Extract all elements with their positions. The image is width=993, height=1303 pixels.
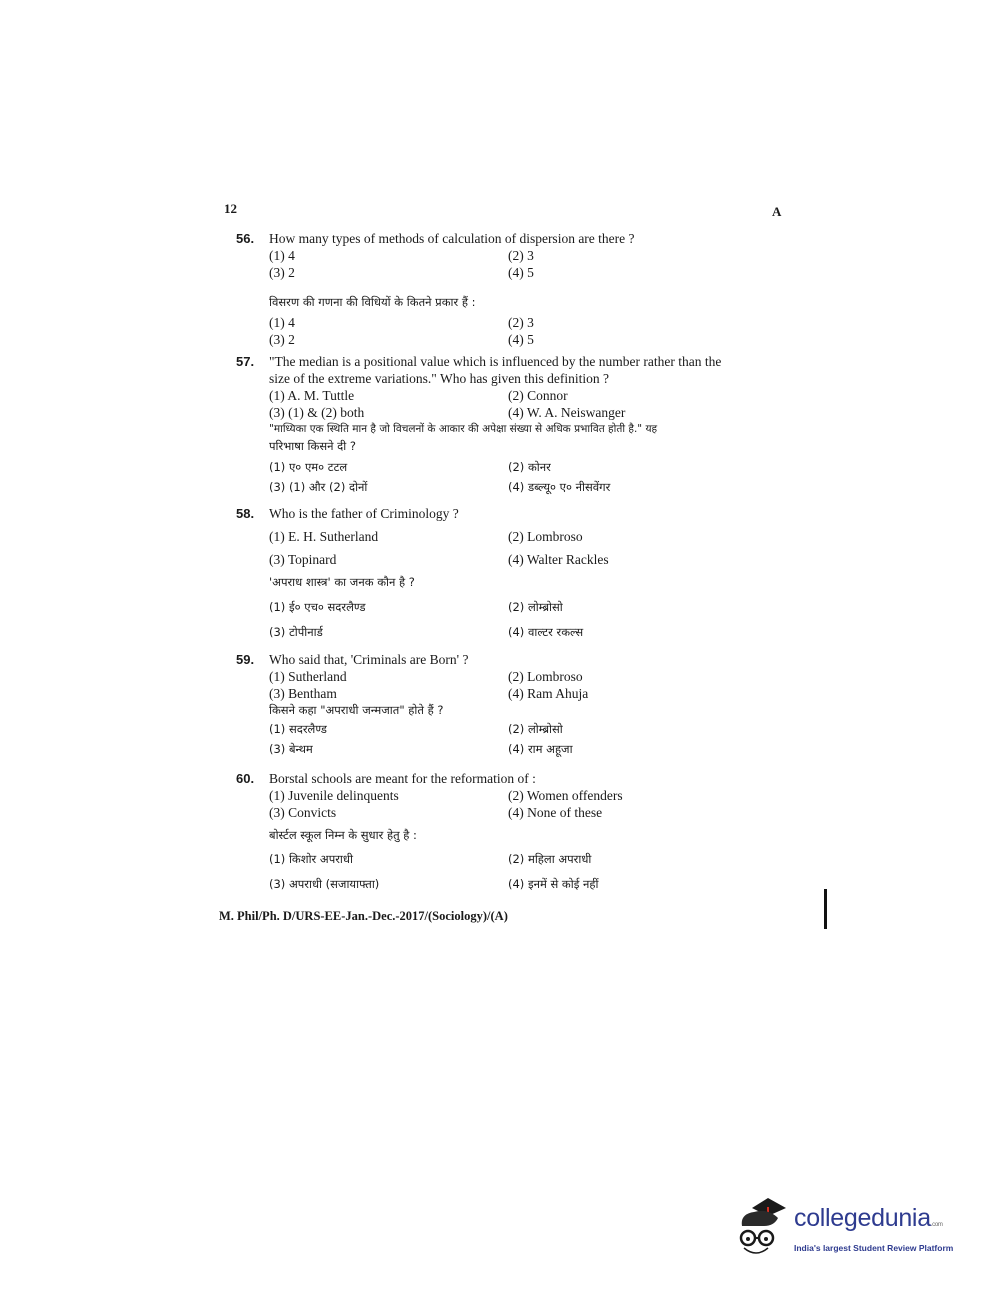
question-text-en-line1: "The median is a positional value which is influenced by the number rather than the bbox=[269, 354, 722, 369]
collegedunia-watermark bbox=[734, 1196, 964, 1266]
options-row bbox=[269, 551, 781, 574]
question-text-hi: 'अपराध शास्त्र' का जनक कौन है ? bbox=[269, 575, 415, 589]
options-row bbox=[269, 247, 781, 264]
options-row-hi bbox=[269, 314, 781, 331]
question-text-hi: विसरण की गणना की विधियों के कितने प्रकार हैं : bbox=[269, 295, 476, 309]
question-text-hi: बोर्स्टल स्कूल निम्न के सुधार हेतु है : bbox=[269, 828, 417, 842]
option-3: (3) (1) & (2) both bbox=[269, 405, 365, 420]
option-3-hi: (3) (1) और (2) दोनों bbox=[269, 480, 368, 494]
option-4-hi: (4) 5 bbox=[508, 332, 534, 347]
options-row-hi bbox=[269, 876, 781, 893]
options-row bbox=[269, 264, 781, 281]
option-1: (1) Juvenile delinquents bbox=[269, 788, 399, 803]
option-3-hi: (3) बेन्थम bbox=[269, 742, 313, 756]
question-number: 59. bbox=[236, 652, 255, 667]
option-2-hi: (2) लोम्ब्रोसो bbox=[508, 600, 563, 614]
question-number: 60. bbox=[236, 771, 255, 786]
question-text-hi-line1: "माध्यिका एक स्थिति मान है जो विचलनों के आकार की अपेक्षा संख्या से अधिक प्रभावित होती है." यह bbox=[269, 423, 658, 435]
option-1-hi: (1) सदरलैण्ड bbox=[269, 722, 327, 736]
option-3-hi: (3) 2 bbox=[269, 332, 295, 347]
option-2-hi: (2) 3 bbox=[508, 315, 534, 330]
brand-name: collegedunia.com bbox=[794, 1204, 943, 1232]
option-4-hi: (4) इनमें से कोई नहीं bbox=[508, 877, 599, 891]
option-1: (1) E. H. Sutherland bbox=[269, 529, 379, 544]
options-row bbox=[269, 685, 781, 702]
options-row bbox=[269, 787, 781, 804]
option-3-hi: (3) अपराधी (सजायाफ्ता) bbox=[269, 877, 380, 891]
question-58 bbox=[236, 505, 781, 641]
option-2: (2) 3 bbox=[508, 248, 534, 263]
option-3: (3) Topinard bbox=[269, 552, 337, 567]
options-row bbox=[269, 668, 781, 685]
options-row-hi bbox=[269, 624, 781, 641]
option-2-hi: (2) कोनर bbox=[508, 460, 551, 474]
question-text-hi: किसने कहा "अपराधी जन्मजात" होते हैं ? bbox=[269, 703, 444, 717]
option-4: (4) Walter Rackles bbox=[508, 552, 609, 567]
brand-tagline: India's largest Student Review Platform bbox=[794, 1243, 954, 1253]
option-2: (2) Lombroso bbox=[508, 529, 583, 544]
question-text-en: Who said that, 'Criminals are Born' ? bbox=[269, 652, 469, 667]
options-row-hi bbox=[269, 741, 781, 758]
options-row-hi bbox=[269, 459, 781, 479]
question-text-en: How many types of methods of calculation of dispersion are there ? bbox=[269, 231, 635, 246]
option-2: (2) Lombroso bbox=[508, 669, 583, 684]
option-1-hi: (1) ई० एच० सदरलैण्ड bbox=[269, 600, 366, 614]
options-row bbox=[269, 387, 781, 404]
options-row-hi bbox=[269, 331, 781, 348]
option-3: (3) Convicts bbox=[269, 805, 337, 820]
option-4: (4) Ram Ahuja bbox=[508, 686, 589, 701]
option-3: (3) Bentham bbox=[269, 686, 337, 701]
question-number: 58. bbox=[236, 506, 255, 521]
options-row bbox=[269, 804, 781, 821]
question-number: 57. bbox=[236, 354, 255, 369]
student-mascot-icon bbox=[734, 1196, 794, 1266]
option-1-hi: (1) किशोर अपराधी bbox=[269, 852, 353, 866]
option-2-hi: (2) लोम्ब्रोसो bbox=[508, 722, 563, 736]
option-4-hi: (4) राम अहूजा bbox=[508, 742, 573, 756]
option-2: (2) Connor bbox=[508, 388, 568, 403]
question-text-hi-line2: परिभाषा किसने दी ? bbox=[269, 439, 357, 453]
brand-domain-suffix: .com bbox=[930, 1222, 943, 1228]
question-56 bbox=[236, 230, 781, 348]
options-row-hi bbox=[269, 721, 781, 741]
paper-code-footer: M. Phil/Ph. D/URS-EE-Jan.-Dec.-2017/(Sociology)/(A) bbox=[219, 909, 508, 923]
option-4: (4) None of these bbox=[508, 805, 603, 820]
option-1: (1) 4 bbox=[269, 248, 295, 263]
option-4-hi: (4) डब्ल्यू० ए० नीसवेंगर bbox=[508, 480, 611, 494]
option-3-hi: (3) टोपीनार्ड bbox=[269, 625, 323, 639]
question-59 bbox=[236, 651, 781, 758]
options-row-hi bbox=[269, 599, 781, 624]
option-3: (3) 2 bbox=[269, 265, 295, 280]
option-2-hi: (2) महिला अपराधी bbox=[508, 852, 592, 866]
page-number: 12 bbox=[224, 201, 237, 216]
question-text-en-line2: size of the extreme variations." Who has given this definition ? bbox=[269, 371, 610, 386]
options-row-hi bbox=[269, 851, 781, 876]
question-60 bbox=[236, 770, 781, 893]
option-4-hi: (4) वाल्टर रकल्स bbox=[508, 625, 584, 639]
margin-mark bbox=[824, 889, 827, 929]
option-1: (1) Sutherland bbox=[269, 669, 347, 684]
series-code: A bbox=[772, 204, 782, 219]
option-1-hi: (1) ए० एम० टटल bbox=[269, 460, 348, 474]
options-row bbox=[269, 528, 781, 551]
options-row bbox=[269, 404, 781, 421]
option-1: (1) A. M. Tuttle bbox=[269, 388, 355, 403]
option-2: (2) Women offenders bbox=[508, 788, 623, 803]
question-text-en: Who is the father of Criminology ? bbox=[269, 506, 459, 521]
option-1-hi: (1) 4 bbox=[269, 315, 295, 330]
option-4: (4) W. A. Neiswanger bbox=[508, 405, 626, 420]
option-4: (4) 5 bbox=[508, 265, 534, 280]
options-row-hi bbox=[269, 479, 781, 496]
question-number: 56. bbox=[236, 231, 255, 246]
question-text-en: Borstal schools are meant for the reformation of : bbox=[269, 771, 536, 786]
question-57 bbox=[236, 353, 781, 496]
